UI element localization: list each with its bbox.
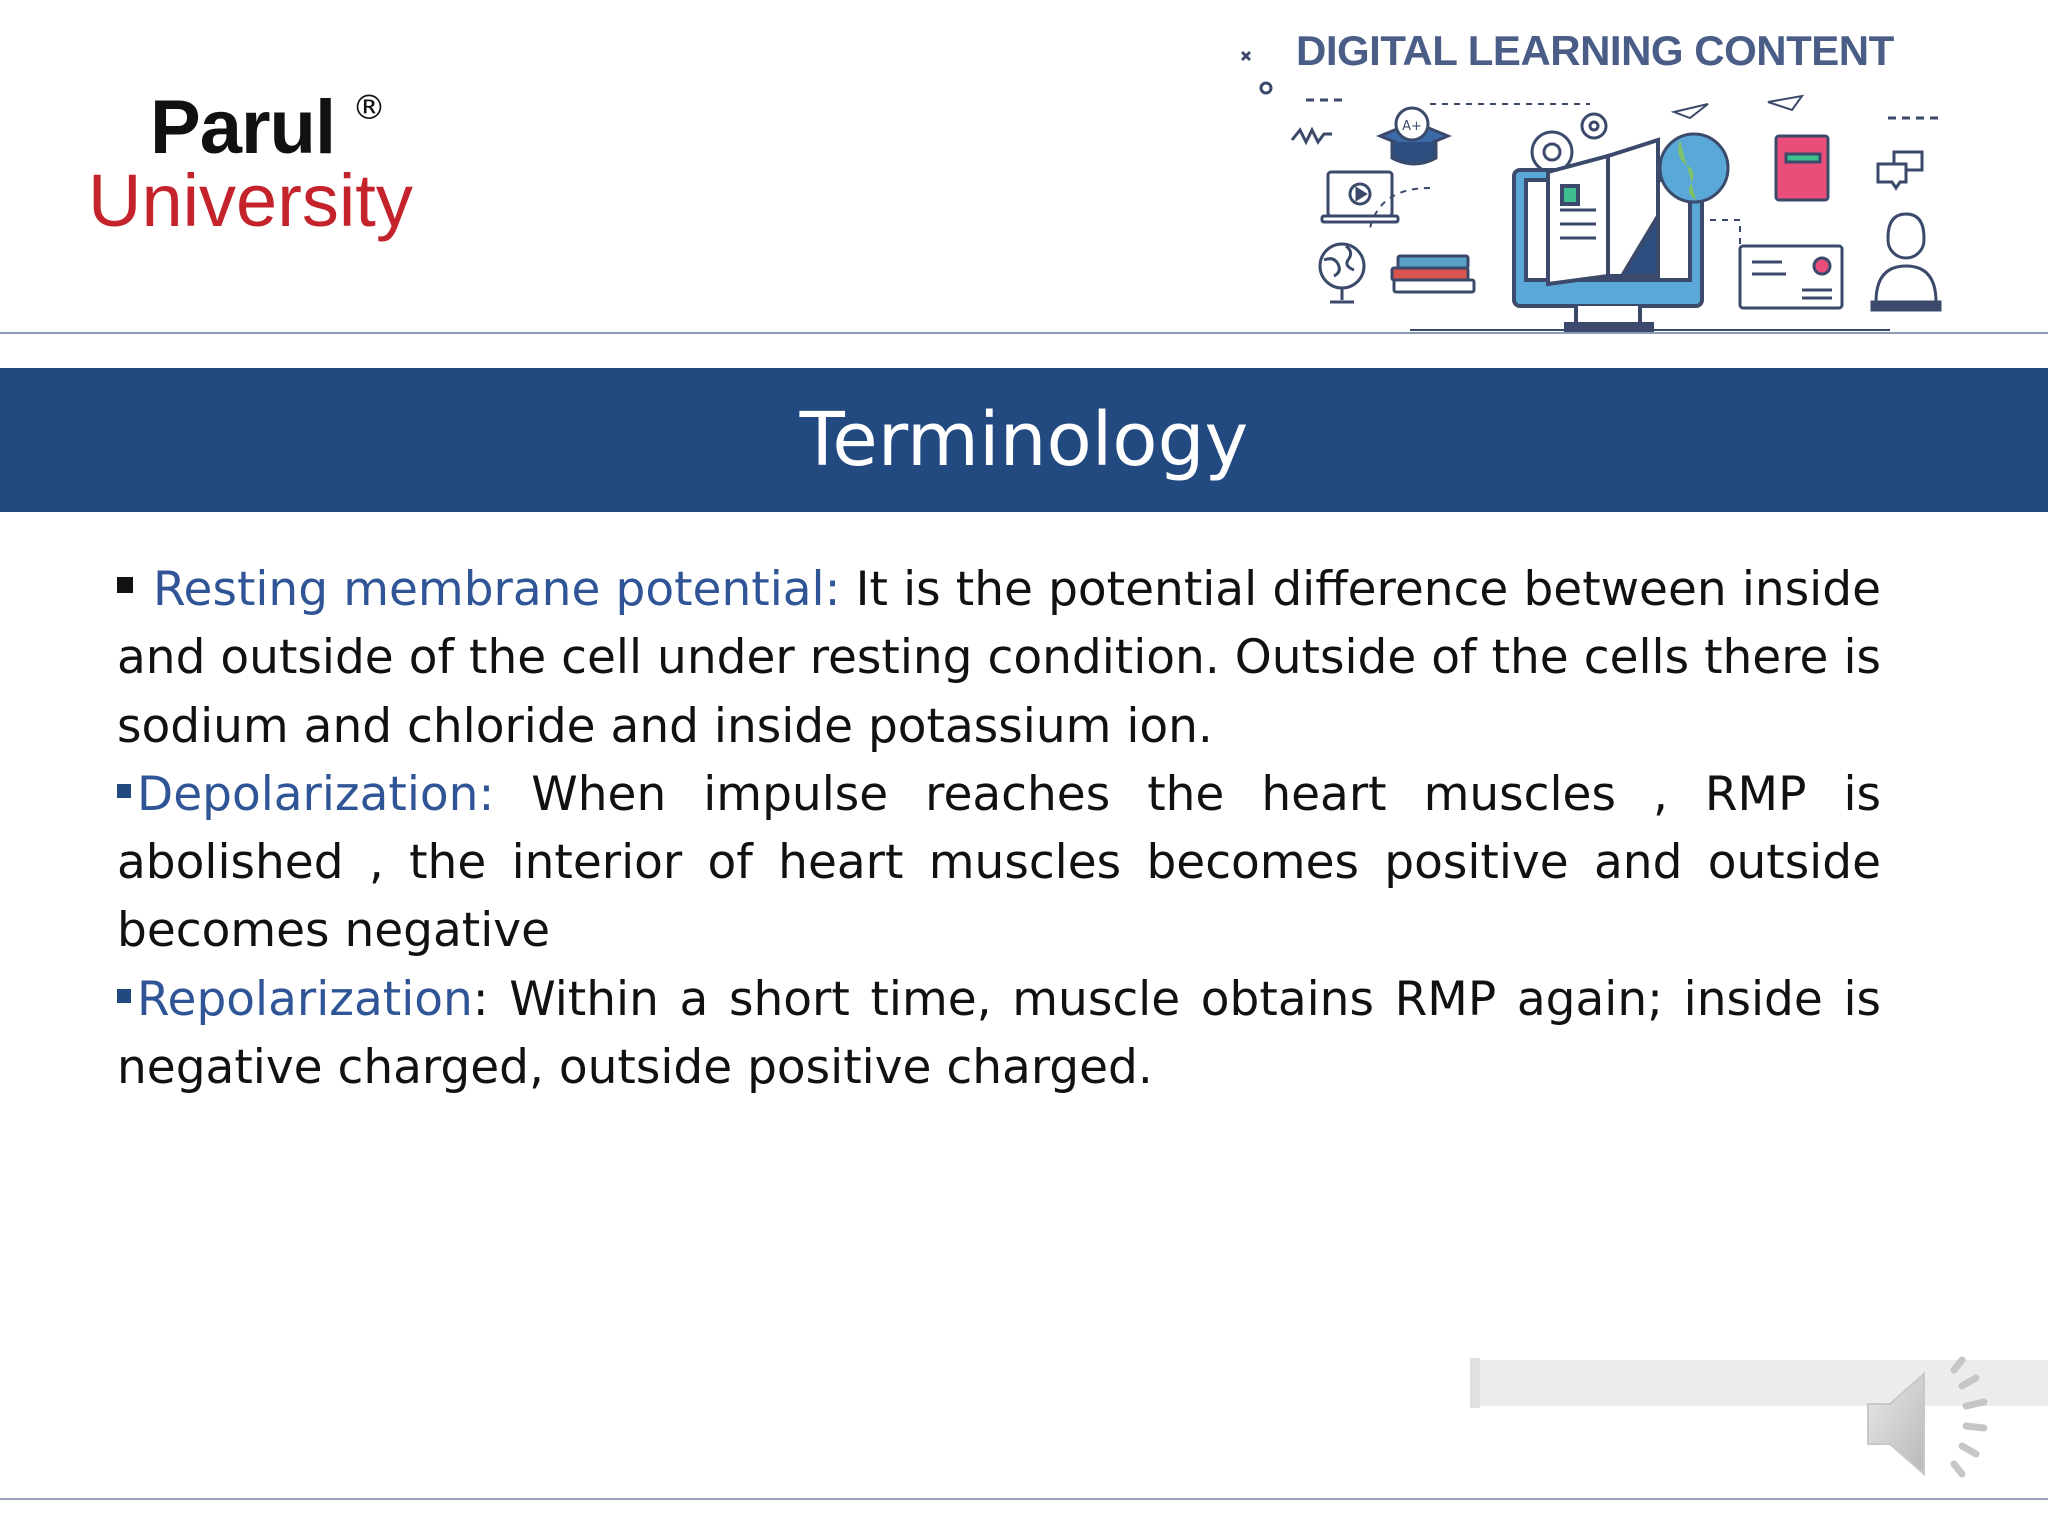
id-card-icon [1740, 246, 1842, 308]
bullet-icon [117, 577, 133, 593]
university-logo [88, 85, 428, 248]
bullet-icon [117, 784, 131, 798]
slide-content [117, 556, 1881, 1102]
support-agent-icon [1872, 214, 1940, 310]
audio-progress-handle[interactable] [1470, 1358, 1480, 1408]
grade-badge-icon [1396, 108, 1428, 140]
list-item [117, 761, 1881, 966]
globe-icon [1320, 244, 1364, 302]
digital-learning-banner-title: DIGITAL LEARNING CONTENT [1296, 27, 1894, 74]
header-divider [0, 332, 2048, 334]
bullet-icon [117, 989, 131, 1003]
video-icon [1322, 172, 1398, 222]
slide-title: Terminology [799, 397, 1249, 483]
list-item [117, 966, 1881, 1103]
logo-registered-mark: ® [352, 88, 386, 128]
term-label: Depolarization: [137, 766, 495, 822]
earth-icon [1660, 134, 1728, 202]
decorative-marks-icon [1242, 52, 1342, 142]
paper-plane-icon [1674, 96, 1802, 118]
logo-subtitle: University [88, 159, 413, 242]
book-icon [1392, 256, 1474, 292]
term-definition: When impulse reaches the heart muscles , RMP is abolished , the interior of heart muscles becomes positive and outside becomes negative [117, 766, 1881, 959]
digital-learning-illustration [1230, 40, 1950, 340]
grade-badge-text: A+ [1402, 119, 1422, 134]
list-item [117, 556, 1881, 761]
term-label: Repolarization [137, 971, 473, 1027]
term-definition: : Within a short time, muscle obtains RMP again; inside is negative charged, outside positive charged. [117, 971, 1881, 1096]
term-definition: It is the potential difference between inside and outside of the cell under resting condition. Outside of the cells there is sodium and chloride and inside potassium ion. [117, 562, 1881, 754]
footer-divider [0, 1498, 2048, 1500]
logo-name: Parul [150, 85, 336, 170]
notebook-icon [1776, 136, 1828, 200]
speaker-icon[interactable] [1862, 1350, 2002, 1490]
chat-icon [1878, 118, 1938, 188]
term-label: Resting membrane potential: [153, 562, 841, 617]
title-band [0, 368, 2048, 512]
